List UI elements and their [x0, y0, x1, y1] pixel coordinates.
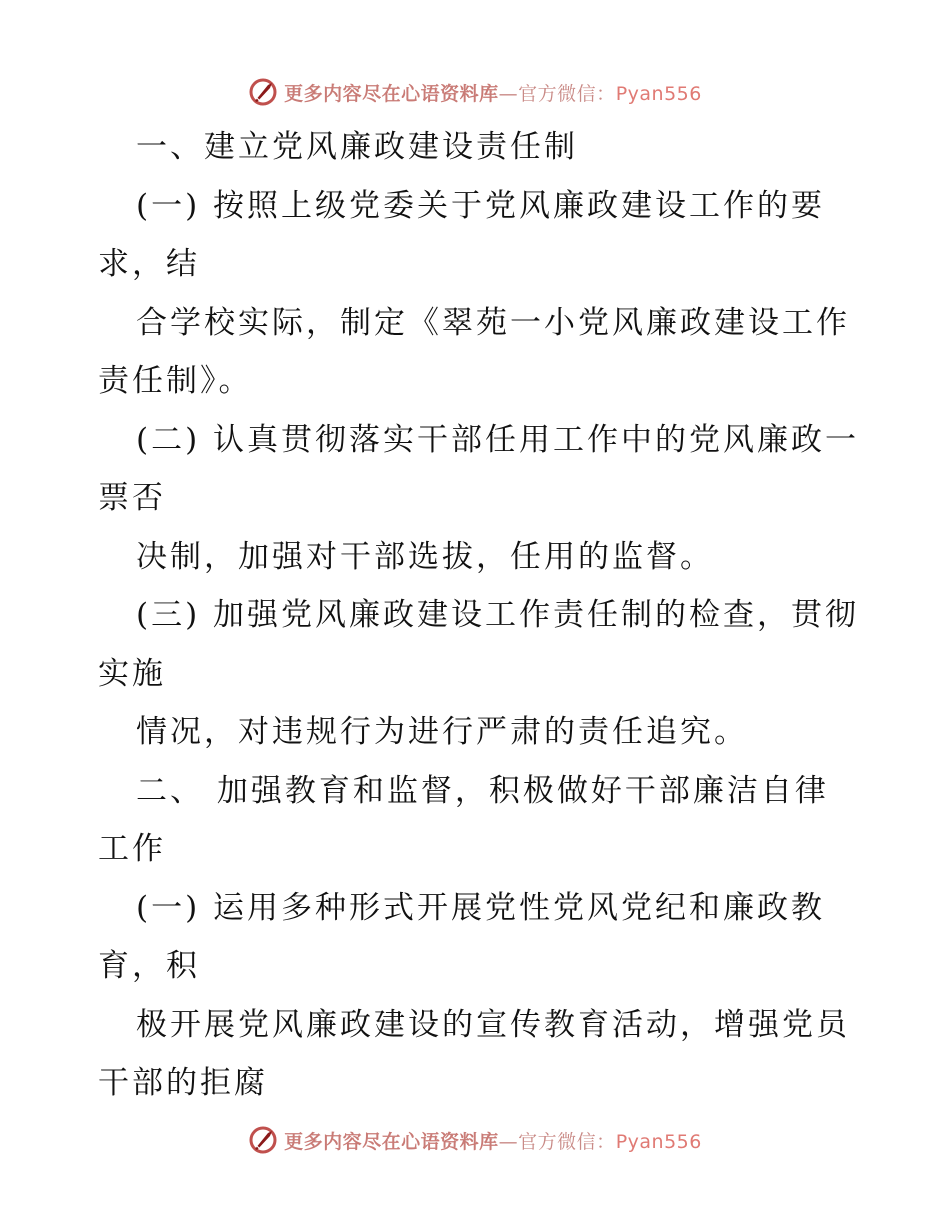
body-line: 票否 — [98, 480, 166, 516]
quill-in-circle-logo-icon — [248, 1125, 278, 1155]
body-line: 一、建立党风廉政建设责任制 — [136, 129, 578, 165]
header-watermark-text — [284, 79, 702, 106]
body-line: 极开展党风廉政建设的宣传教育活动，增强党员 — [136, 1006, 850, 1043]
body-line: 情况，对违规行为进行严肃的责任追究。 — [136, 714, 748, 750]
body-line: 实施 — [98, 655, 166, 692]
footer-watermark-text — [284, 1127, 702, 1154]
header-watermark-handle: Pyan556 — [615, 82, 702, 105]
footer-watermark — [0, 1120, 950, 1160]
body-line: 干部的拒腐 — [98, 1065, 268, 1101]
quill-in-circle-logo-icon — [248, 77, 278, 107]
body-line: (一) 运用多种形式开展党性党风党纪和廉政教 — [136, 889, 826, 926]
footer-watermark-main: 更多内容尽在心语资料库 — [284, 1130, 499, 1153]
header-watermark-sub: 官方微信： — [518, 82, 616, 105]
document-body — [98, 118, 858, 1113]
footer-watermark-handle: Pyan556 — [615, 1130, 702, 1153]
footer-watermark-separator: — — [498, 1130, 519, 1153]
body-line: 工作 — [98, 831, 166, 867]
footer-watermark-sub: 官方微信： — [518, 1130, 616, 1153]
header-watermark — [0, 72, 950, 112]
body-line: 二、 加强教育和监督，积极做好干部廉洁自律 — [136, 772, 829, 809]
body-line: 育，积 — [98, 948, 200, 984]
body-line: (二) 认真贯彻落实干部任用工作中的党风廉政一 — [136, 421, 860, 458]
body-line: (一) 按照上级党委关于党风廉政建设工作的要 — [136, 187, 826, 224]
header-watermark-main: 更多内容尽在心语资料库 — [284, 82, 499, 105]
body-line: (三) 加强党风廉政建设工作责任制的检查，贯彻 — [136, 597, 860, 633]
body-line: 合学校实际，制定《翠苑一小党风廉政建设工作 — [136, 304, 850, 341]
body-line: 求，结 — [98, 246, 200, 282]
body-line: 责任制》。 — [98, 363, 253, 399]
header-watermark-separator: — — [498, 82, 519, 105]
body-line: 决制，加强对干部选拔，任用的监督。 — [136, 538, 714, 575]
